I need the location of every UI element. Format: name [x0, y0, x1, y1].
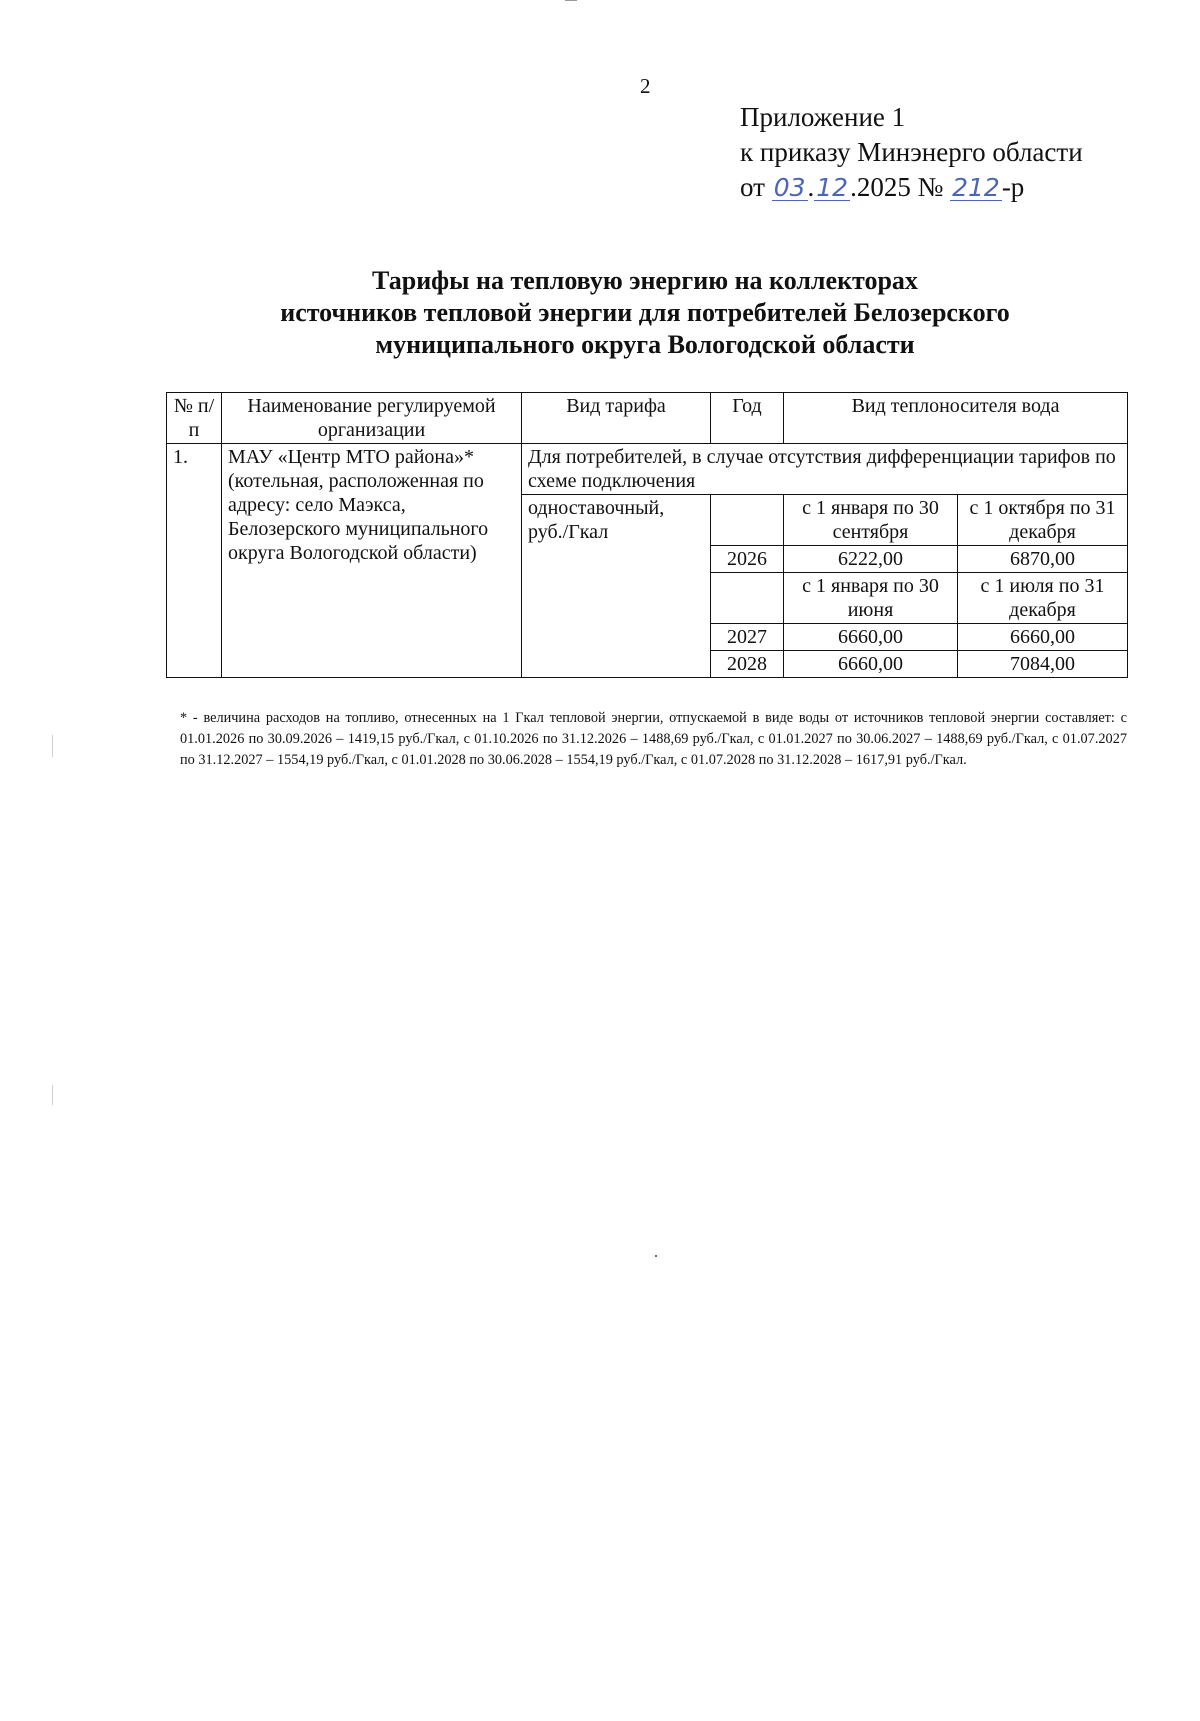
year-cell: 2026: [711, 546, 784, 573]
tariff-value: 6660,00: [958, 624, 1128, 651]
tariff-value: 6222,00: [784, 546, 958, 573]
appendix-title: Приложение 1: [740, 102, 906, 132]
tariff-kind: одноставочный, руб./Гкал: [522, 495, 711, 678]
header-carrier: Вид теплоносителя вода: [784, 393, 1128, 444]
handwritten-month: 12: [816, 173, 849, 202]
tariff-table: [166, 392, 1128, 678]
title-line: муниципального округа Вологодской области: [375, 330, 915, 359]
page-number: 2: [640, 74, 651, 98]
row-number: 1.: [167, 444, 222, 678]
date-year-number-sign: .2025 №: [850, 172, 944, 202]
title-line: Тарифы на тепловую энергию на коллекторах: [372, 266, 918, 295]
date-prefix: от: [740, 172, 765, 202]
header-num: № п/п: [167, 393, 222, 444]
order-suffix: -р: [1001, 172, 1025, 202]
consumers-note: Для потребителей, в случае отсутствия дифференциации тарифов по схеме подключения: [522, 444, 1128, 495]
appendix-order-ref: к приказу Минэнерго области: [740, 137, 1083, 167]
tariff-value: 6660,00: [784, 651, 958, 678]
scan-speck: [655, 1255, 657, 1257]
scan-edge-mark: [52, 735, 53, 757]
handwritten-order-number: 212: [952, 173, 1000, 202]
footnote: * - величина расходов на топливо, отнесенных на 1 Гкал тепловой энергии, отпускаемой в виде воды от источников тепловой энергии составляет: с 01.01.2026 по 30.09.2026 – 1419,15 руб./Гкал, с 01.10.2026 по 31.12.2026 – 1488,69 руб./Гкал, с 01.01.2027 по 30.06.2027 – 1488,69 руб./Гкал, с 01.07.2027 по 31.12.2027 – 1554,19 руб./Гкал, с 01.01.2028 по 30.06.2028 – 1554,19 руб./Гкал, с 01.07.2028 по 31.12.2028 – 1617,91 руб./Гкал.: [180, 710, 1127, 768]
organization-name: МАУ «Центр МТО района»* (котельная, расположенная по адресу: село Маэкса, Белозерского муниципального округа Вологодской области): [222, 444, 522, 678]
header-year: Год: [711, 393, 784, 444]
table-header-row: [167, 393, 1128, 444]
period-2026-second: с 1 октября по 31 декабря: [958, 495, 1128, 546]
title-line: источников тепловой энергии для потребителей Белозерского: [280, 298, 1010, 327]
year-cell: 2028: [711, 651, 784, 678]
year-cell-empty: [711, 573, 784, 624]
tariff-value: 7084,00: [958, 651, 1128, 678]
table-row: [167, 444, 1128, 495]
appendix-header: [740, 100, 1083, 205]
header-tariff-type: Вид тарифа: [522, 393, 711, 444]
document-title: [165, 265, 1125, 361]
appendix-date-line: от 03.12.2025 № 212-р: [740, 172, 1025, 202]
header-org: Наименование регулируемой организации: [222, 393, 522, 444]
tariff-value: 6870,00: [958, 546, 1128, 573]
scan-mark: [565, 0, 577, 1]
period-2026-first: с 1 января по 30 сентября: [784, 495, 958, 546]
year-cell: 2027: [711, 624, 784, 651]
period-2027-second: с 1 июля по 31 декабря: [958, 573, 1128, 624]
scan-edge-mark: [52, 1085, 53, 1105]
period-2027-first: с 1 января по 30 июня: [784, 573, 958, 624]
tariff-value: 6660,00: [784, 624, 958, 651]
year-cell-empty: [711, 495, 784, 546]
handwritten-day: 03: [773, 173, 806, 202]
